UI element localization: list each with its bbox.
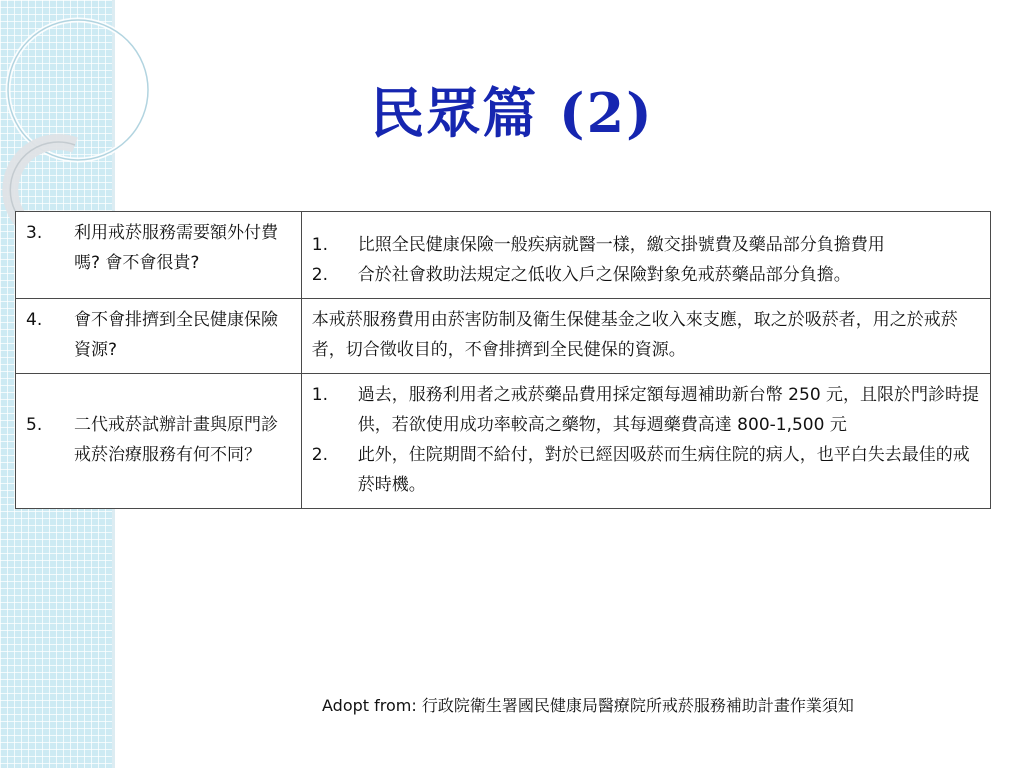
list-item xyxy=(312,380,982,440)
table-row xyxy=(16,212,991,299)
question-number: 5. xyxy=(26,415,43,435)
answer-text: 合於社會救助法規定之低收入戶之保險對象免戒菸藥品部分負擔。 xyxy=(357,265,851,285)
citation-source: 行政院衛生署國民健康局醫療院所戒菸服務補助計畫作業須知 xyxy=(421,696,854,715)
list-item xyxy=(312,440,982,500)
answer-text: 過去，服務利用者之戒菸藥品費用採定額每週補助新台幣 250 元，且限於門診時提供，若欲使用成功率較高之藥物，其每週藥費高達 800-1,500 元 xyxy=(357,385,980,435)
answer-cell xyxy=(301,299,990,374)
faq-table xyxy=(15,211,991,509)
list-item xyxy=(312,230,982,260)
question-cell xyxy=(16,374,302,509)
answer-cell xyxy=(301,374,990,509)
page-title: 民眾篇 (2) xyxy=(370,81,654,145)
citation-prefix: Adopt from: xyxy=(322,696,422,715)
question-text: 利用戒菸服務需要額外付費嗎? 會不會很貴? xyxy=(74,223,278,273)
question-number: 3. xyxy=(26,223,43,243)
answer-number: 1. xyxy=(311,235,329,255)
answer-number: 2. xyxy=(311,265,329,285)
question-text: 二代戒菸試辦計畫與原門診戒菸治療服務有何不同？ xyxy=(74,415,278,465)
answer-text: 比照全民健康保險一般疾病就醫一樣，繳交掛號費及藥品部分負擔費用 xyxy=(357,235,885,255)
question-text: 會不會排擠到全民健康保險資源? xyxy=(74,310,278,360)
question-cell xyxy=(16,212,302,299)
question-number: 4. xyxy=(26,310,43,330)
answer-number: 2. xyxy=(311,445,329,465)
answer-text: 本戒菸服務費用由菸害防制及衛生保健基金之收入來支應，取之於吸菸者，用之於戒菸者，切合徵收目的，不會排擠到全民健保的資源。 xyxy=(311,310,958,360)
table-row xyxy=(16,374,991,509)
list-item xyxy=(312,260,982,290)
question-cell xyxy=(16,299,302,374)
answer-list xyxy=(312,380,982,500)
answer-number: 1. xyxy=(311,385,329,405)
answer-text: 此外，住院期間不給付，對於已經因吸菸而生病住院的病人，也平白失去最佳的戒菸時機。 xyxy=(357,445,970,495)
table-row xyxy=(16,299,991,374)
source-citation xyxy=(322,693,854,716)
answer-list xyxy=(312,230,982,290)
answer-cell xyxy=(301,212,990,299)
